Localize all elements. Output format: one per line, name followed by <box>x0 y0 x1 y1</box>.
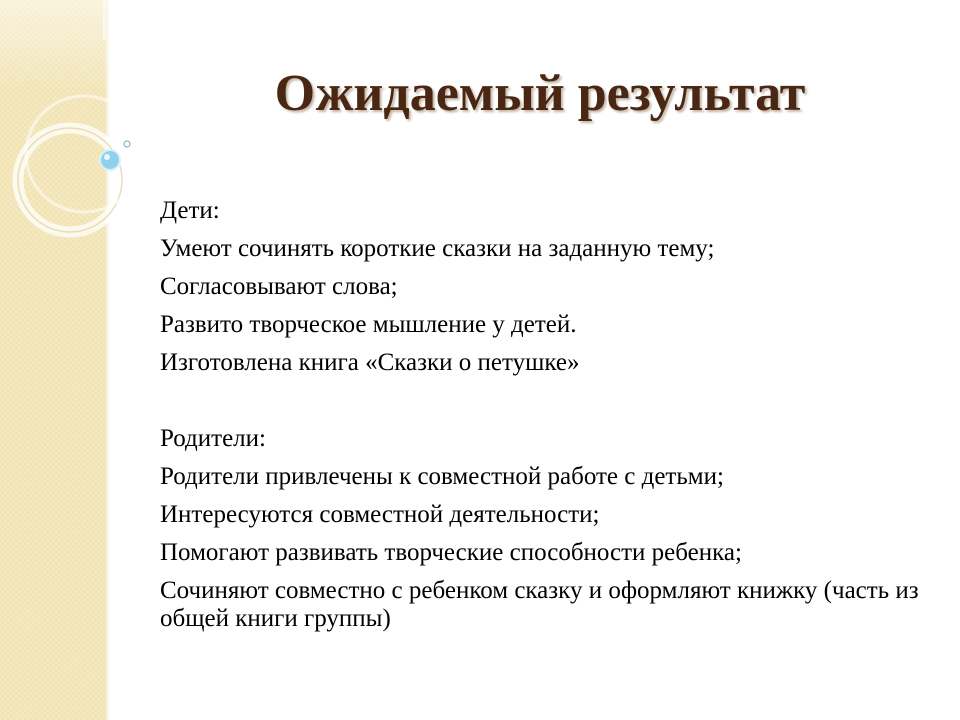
children-item: Умеют сочинять короткие сказки на заданную тему; <box>160 235 715 262</box>
children-item: Согласовывают слова; <box>160 273 398 300</box>
section-gap <box>160 382 930 420</box>
children-item: Изготовлена книга «Сказки о петушке» <box>160 349 580 376</box>
parents-item: Интересуются совместной деятельности; <box>160 501 600 528</box>
children-heading: Дети: <box>160 197 220 224</box>
children-item: Развито творческое мышление у детей. <box>160 311 577 338</box>
parents-heading: Родители: <box>160 425 266 452</box>
slide-body <box>160 192 930 633</box>
parents-item: Сочиняют совместно с ребенком сказку и оформляют книжку (часть из общей книги группы) <box>160 577 919 632</box>
small-bubble-decoration <box>124 141 130 147</box>
thin-ring-decoration <box>26 96 142 212</box>
blue-bubble-decoration <box>100 150 120 170</box>
slide-title: Ожидаемый результат <box>274 65 806 122</box>
parents-item: Помогают развивать творческие способности ребенка; <box>160 539 742 566</box>
parents-item: Родители привлечены к совместной работе с детьми; <box>160 463 724 490</box>
